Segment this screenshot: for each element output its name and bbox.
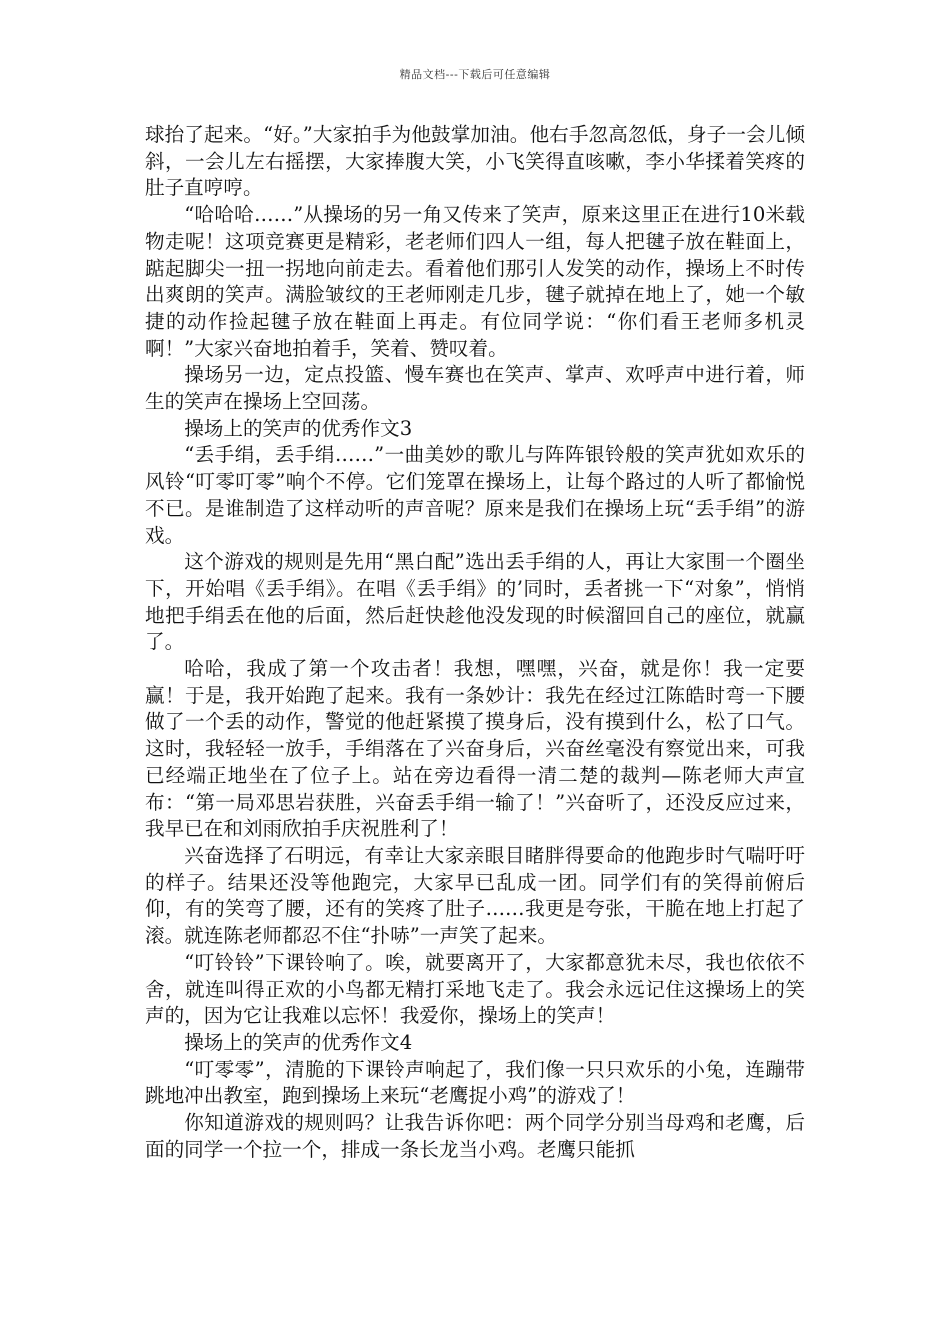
paragraph: “叮铃铃”下课铃响了。唉，就要离开了，大家都意犹未尽，我也依依不舍，就连叫得正欢的小鸟都无精打采地飞走了。我会永远记住这操场上的笑声的，因为它让我难以忘怀！我爱你，操场上的笑声！ bbox=[145, 950, 805, 1028]
document-body bbox=[145, 122, 805, 1163]
paragraph: “丢手绢，丢手绢……”一曲美妙的歌儿与阵阵银铃般的笑声犹如欢乐的风铃“叮零叮零”响个不停。它们笼罩在操场上，让每个路过的人听了都愉悦不已。是谁制造了这样动听的声音呢？原来是我们在操场上玩“丢手绢”的游戏。 bbox=[145, 443, 805, 547]
essay-title: 操场上的笑声的优秀作文3 bbox=[184, 416, 413, 440]
paragraph: 兴奋选择了石明远，有幸让大家亲眼目睹胖得要命的他跑步时气喘吁吁的样子。结果还没等他跑完，大家早已乱成一团。同学们有的笑得前俯后仰，有的笑弯了腰，还有的笑疼了肚子……我更是夸张，干脆在地上打起了滚。就连陈老师都忍不住“扑哧”一声笑了起来。 bbox=[145, 843, 805, 948]
paragraph: “哈哈哈……”从操场的另一角又传来了笑声，原来这里正在进行10米载物走呢！这项竞赛更是精彩，老老师们四人一组，每人把毽子放在鞋面上，踮起脚尖一扭一拐地向前走去。看着他们那引人发笑的动作，操场上不时传出爽朗的笑声。满脸皱纹的王老师刚走几步，毽子就掉在地上了，她一个敏捷的动作捡起毽子放在鞋面上再走。有位同学说：“你们看王老师多机灵啊！”大家兴奋地拍着手，笑着、赞叹着。 bbox=[145, 203, 805, 360]
paragraph: 这个游戏的规则是先用“黑白配”选出丢手绢的人，再让大家围一个圈坐下，开始唱《丢手绢》。在唱《丢手绢》的’同时，丢者挑一下“对象”，悄悄地把手绢丢在他的后面，然后赶快趁他没发现的时候溜回自己的座位，就赢了。 bbox=[145, 550, 805, 654]
page-header: 精品文档---下载后可任意编辑 bbox=[399, 68, 551, 81]
paragraph: “叮零零”，清脆的下课铃声响起了，我们像一只只欢乐的小兔，连蹦带跳地冲出教室，跑到操场上来玩“老鹰捉小鸡”的游戏了！ bbox=[145, 1057, 805, 1108]
essay-title: 操场上的笑声的优秀作文4 bbox=[184, 1030, 413, 1054]
paragraph: 哈哈，我成了第一个攻击者！我想，嘿嘿，兴奋，就是你！我一定要赢！于是，我开始跑了起来。我有一条妙计：我先在经过江陈皓时弯一下腰做了一个丢的动作，警觉的他赶紧摸了摸身后，没有摸到什么，松了口气。这时，我轻轻一放手，手绢落在了兴奋身后，兴奋丝毫没有察觉出来，可我已经端正地坐在了位子上。站在旁边看得一清二楚的裁判—陈老师大声宣布：“第一局邓思岩获胜，兴奋丢手绢一输了！”兴奋听了，还没反应过来，我早已在和刘雨欣拍手庆祝胜利了！ bbox=[145, 657, 805, 841]
paragraph: 操场另一边，定点投篮、慢车赛也在笑声、掌声、欢呼声中进行着，师生的笑声在操场上空回荡。 bbox=[145, 363, 805, 414]
paragraph: 你知道游戏的规则吗？让我告诉你吧：两个同学分别当母鸡和老鹰，后面的同学一个拉一个，排成一条长龙当小鸡。老鹰只能抓 bbox=[145, 1111, 805, 1161]
paragraph: 球抬了起来。“好。”大家拍手为他鼓掌加油。他右手忽高忽低，身子一会儿倾斜，一会儿左右摇摆，大家捧腹大笑，小飞笑得直咳嗽，李小华揉着笑疼的肚子直哼哼。 bbox=[145, 123, 805, 200]
